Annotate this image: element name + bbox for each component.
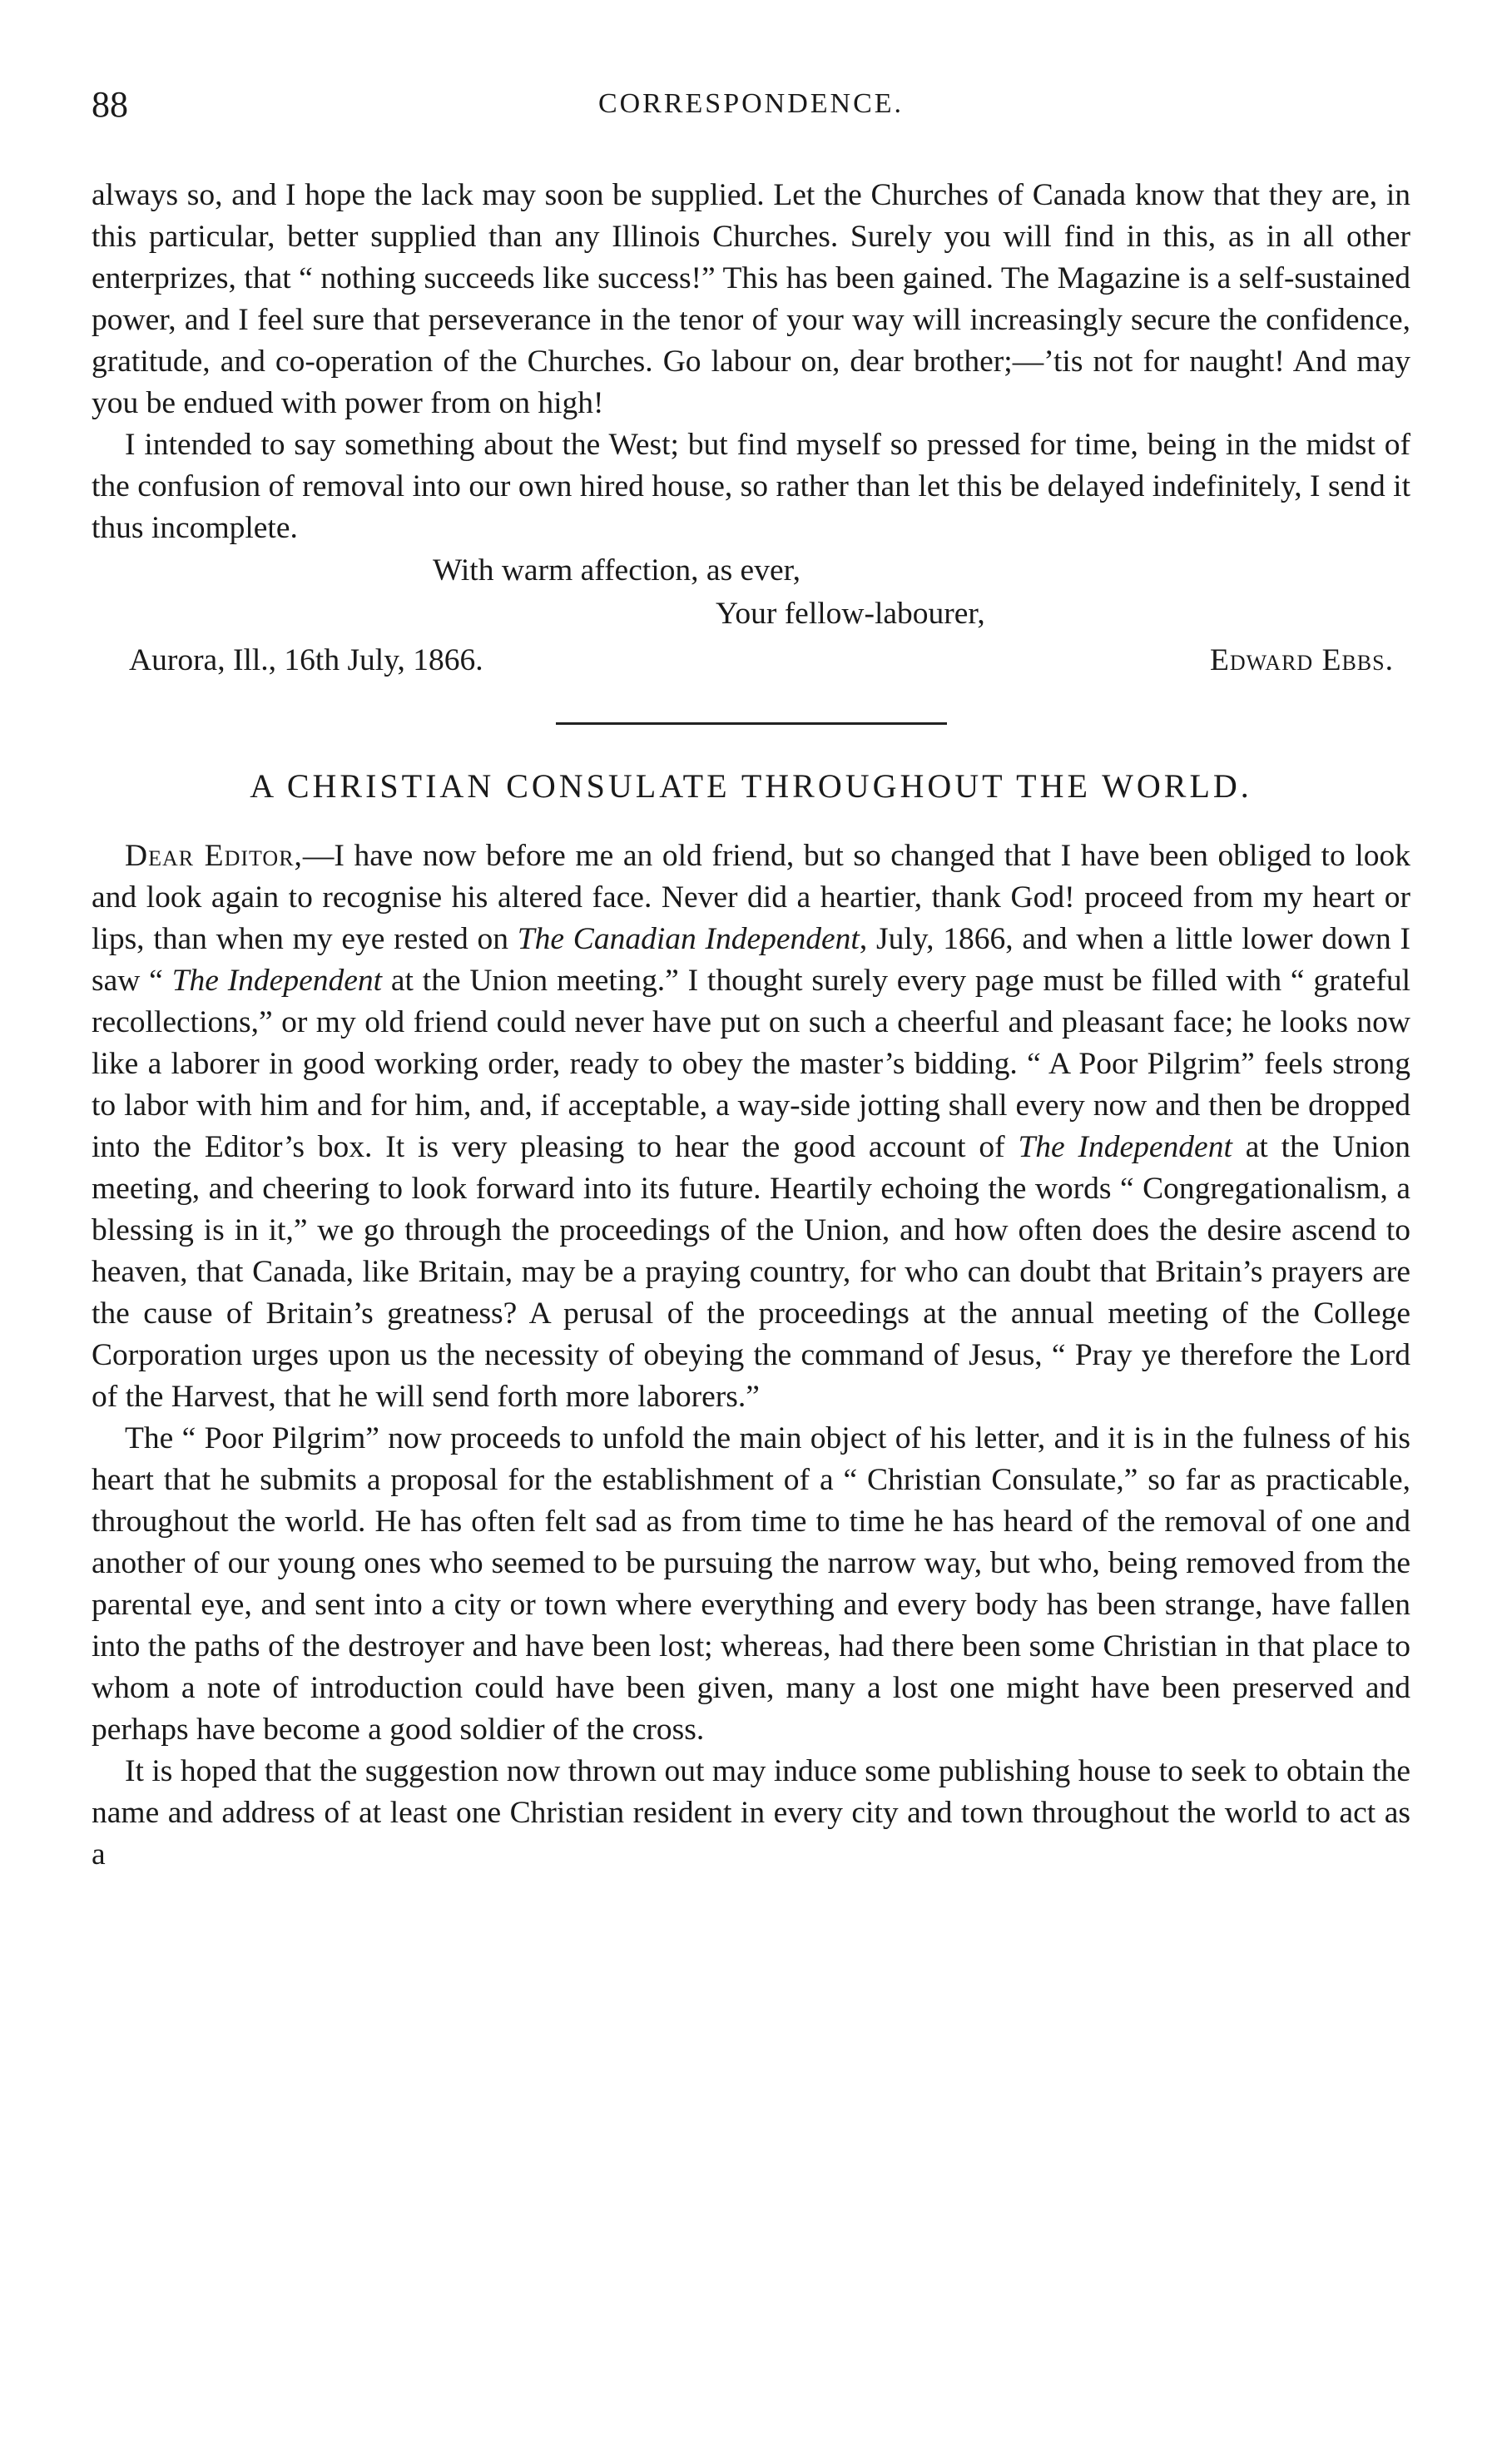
salutation: Dear Editor, <box>125 839 303 873</box>
italic-title: The Independent <box>171 964 383 998</box>
article-paragraph: The “ Poor Pilgrim” now proceeds to unfold the main object of his letter, and it is in the fulness of his heart that he submits a proposal for the establishment of a “ Christian Consulate,” so far as practicable, throughout the world. He has often felt sad as from time to time he has heard of the removal of one and another of our young ones who seemed to be pursuing the narrow way, but who, being removed from the parental eye, and sent into a city or town where everything and every body has been strange, have fallen into the paths of the destroyer and have been lost; whereas, had there been some Christian in that place to whom a note of introduction could have been given, many a lost one might have been preserved and perhaps have become a good soldier of the cross. <box>92 1421 1410 1747</box>
letter-paragraph: I intended to say something about the West; but find myself so pressed for time, being in the midst of the confusion of removal into our own hired house, so rather than let this be delayed indefinitely, I send it thus incomplete. <box>92 428 1410 545</box>
article-paragraph: It is hoped that the suggestion now thrown out may induce some publishing house to seek to obtain the name and address of at least one Christian resident in every city and town throughout the world to act as a <box>92 1754 1410 1872</box>
text-run: , July, 1866, and when a little lower down I saw “ <box>92 922 1410 998</box>
text-run: at the Union meeting.” I thought surely every page must be filled with “ grateful recollections,” or my old friend could never have put on such a cheerful and pleasant face; he looks now like a laborer in good working order, ready to obey the master’s bidding. “ A Poor Pilgrim” feels strong to labor with him and for him, and, if acceptable, a way-side jotting shall every now and then be dropped into the Editor’s box. It is very pleasing to hear the good account of <box>92 964 1411 1164</box>
closing-signoff: Your fellow-labourer, <box>716 597 985 631</box>
article-title: A CHRISTIAN CONSULATE THROUGHOUT THE WORLD. <box>250 767 1252 805</box>
article-paragraph <box>92 835 1410 1418</box>
section-divider <box>556 722 947 725</box>
place-date: Aurora, Ill., 16th July, 1866. <box>129 643 483 677</box>
closing-line: With warm affection, as ever, <box>433 553 801 587</box>
text-run: at the Union meeting, and cheering to look forward into its future. Heartily echoing the words “ Congregationalism, a blessing is in it,” we go through the proceedings of the Union, and how often does the desire ascend to heaven, that Canada, like Britain, may be a praying country, for who can doubt that Britain’s prayers are the cause of Britain’s greatness? A perusal of the proceedings at the annual meeting of the College Corporation urges upon us the necessity of obeying the command of Jesus, “ Pray ye therefore the Lord of the Harvest, that he will send forth more laborers.” <box>92 1130 1410 1414</box>
text-run: —I have now before me an old friend, but so changed that I have been obliged to look and look again to recognise his altered face. Never did a heartier, thank God! proceed from my heart or lips, than when my eye rested on <box>92 839 1410 956</box>
page <box>92 83 1410 1876</box>
letter-continuation <box>92 175 1410 549</box>
running-title: CORRESPONDENCE. <box>597 88 905 119</box>
article-body <box>92 835 1410 1876</box>
letter-closing <box>92 549 1410 687</box>
author-signature: Edward Ebbs. <box>1209 643 1394 677</box>
italic-title: The Canadian Independent <box>517 922 860 956</box>
letter-paragraph: always so, and I hope the lack may soon be supplied. Let the Churches of Canada know that they are, in this particular, better supplied than any Illinois Churches. Surely you will find in this, as in all other enterprizes, that “ nothing succeeds like success!” This has been gained. The Magazine is a self-sustained power, and I feel sure that perseverance in the tenor of your way will increasingly secure the confidence, gratitude, and co-operation of the Churches. Go labour on, dear brother;—’tis not for naught! And may you be endued with power from on high! <box>92 178 1410 420</box>
running-head <box>92 83 1410 141</box>
page-number: 88 <box>92 84 128 125</box>
italic-title: The Independent <box>1018 1130 1232 1164</box>
